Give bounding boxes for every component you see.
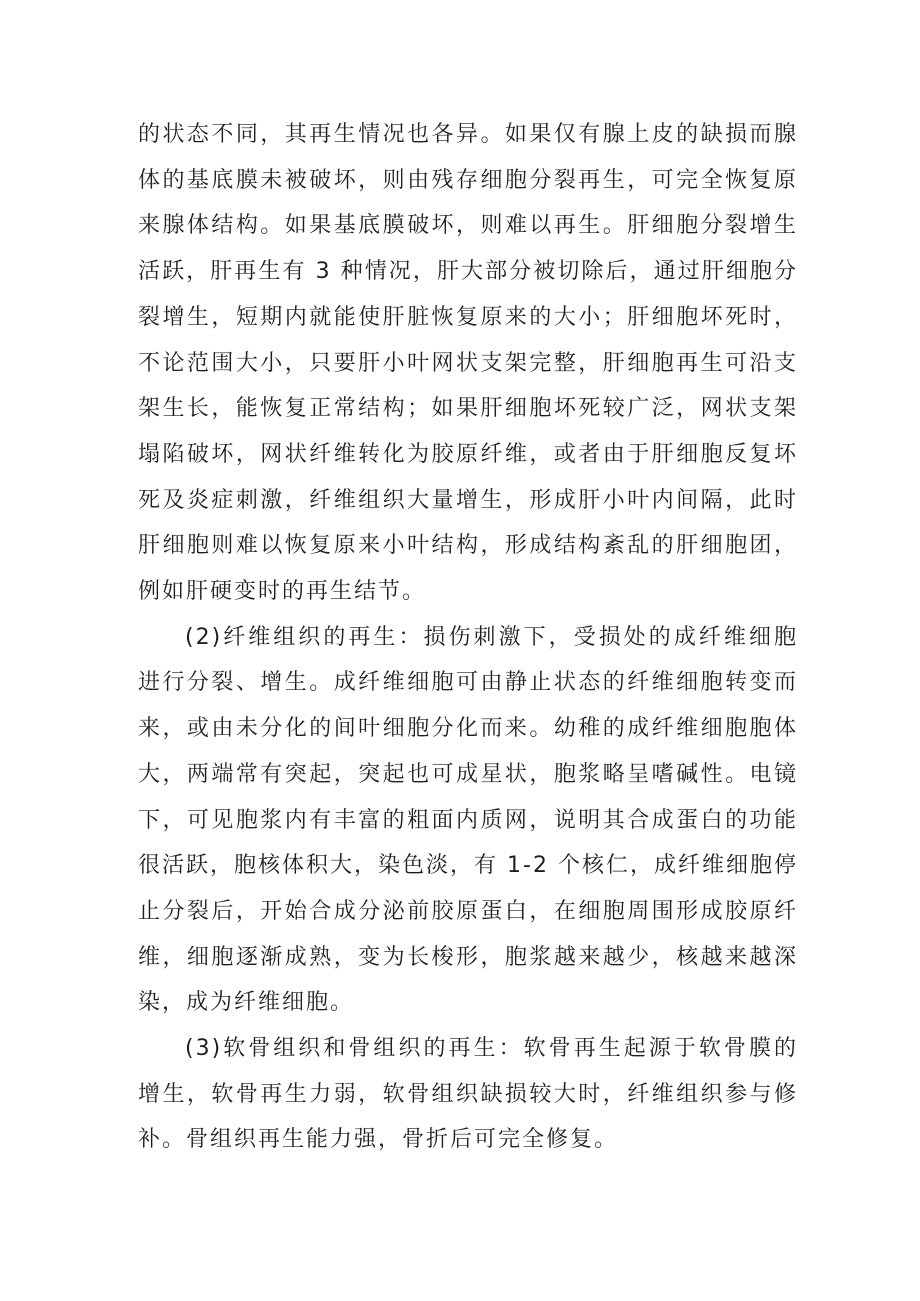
paragraph-liver-regeneration: 的状态不同，其再生情况也各异。如果仅有腺上皮的缺损而腺体的基底膜未被破坏，则由残存细胞分裂再生，可完全恢复原来腺体结构。如果基底膜破坏，则难以再生。肝细胞分裂增生活跃，肝再生有 3 种情况，肝大部分被切除后，通过肝细胞分裂增生，短期内就能使肝脏恢复原来的大小；肝细胞坏死时，不论范围大小，只要肝小叶网状支架完整，肝细胞再生可沿支架生长，能恢复正常结构；如果肝细胞坏死较广泛，网状支架塌陷破坏，网状纤维转化为胶原纤维，或者由于肝细胞反复坏死及炎症刺激，纤维组织大量增生，形成肝小叶内间隔，此时肝细胞则难以恢复原来小叶结构，形成结构紊乱的肝细胞团，例如肝硬变时的再生结节。 bbox=[138, 122, 798, 605]
document-body bbox=[138, 112, 798, 1163]
paragraph-fibrous-tissue-regeneration: (2)纤维组织的再生：损伤刺激下，受损处的成纤维细胞进行分裂、增生。成纤维细胞可由静止状态的纤维细胞转变而来，或由未分化的间叶细胞分化而来。幼稚的成纤维细胞胞体大，两端常有突起，突起也可成星状，胞浆略呈嗜碱性。电镜下，可见胞浆内有丰富的粗面内质网，说明其合成蛋白的功能很活跃，胞核体积大，染色淡，有 1-2 个核仁，成纤维细胞停止分裂后，开始合成分泌前胶原蛋白，在细胞周围形成胶原纤维，细胞逐渐成熟，变为长梭形，胞浆越来越少，核越来越深染，成为纤维细胞。 bbox=[138, 624, 798, 1016]
paragraph-cartilage-bone-regeneration: (3)软骨组织和骨组织的再生：软骨再生起源于软骨膜的增生，软骨再生力弱，软骨组织缺损较大时，纤维组织参与修补。骨组织再生能力强，骨折后可完全修复。 bbox=[138, 1036, 798, 1153]
